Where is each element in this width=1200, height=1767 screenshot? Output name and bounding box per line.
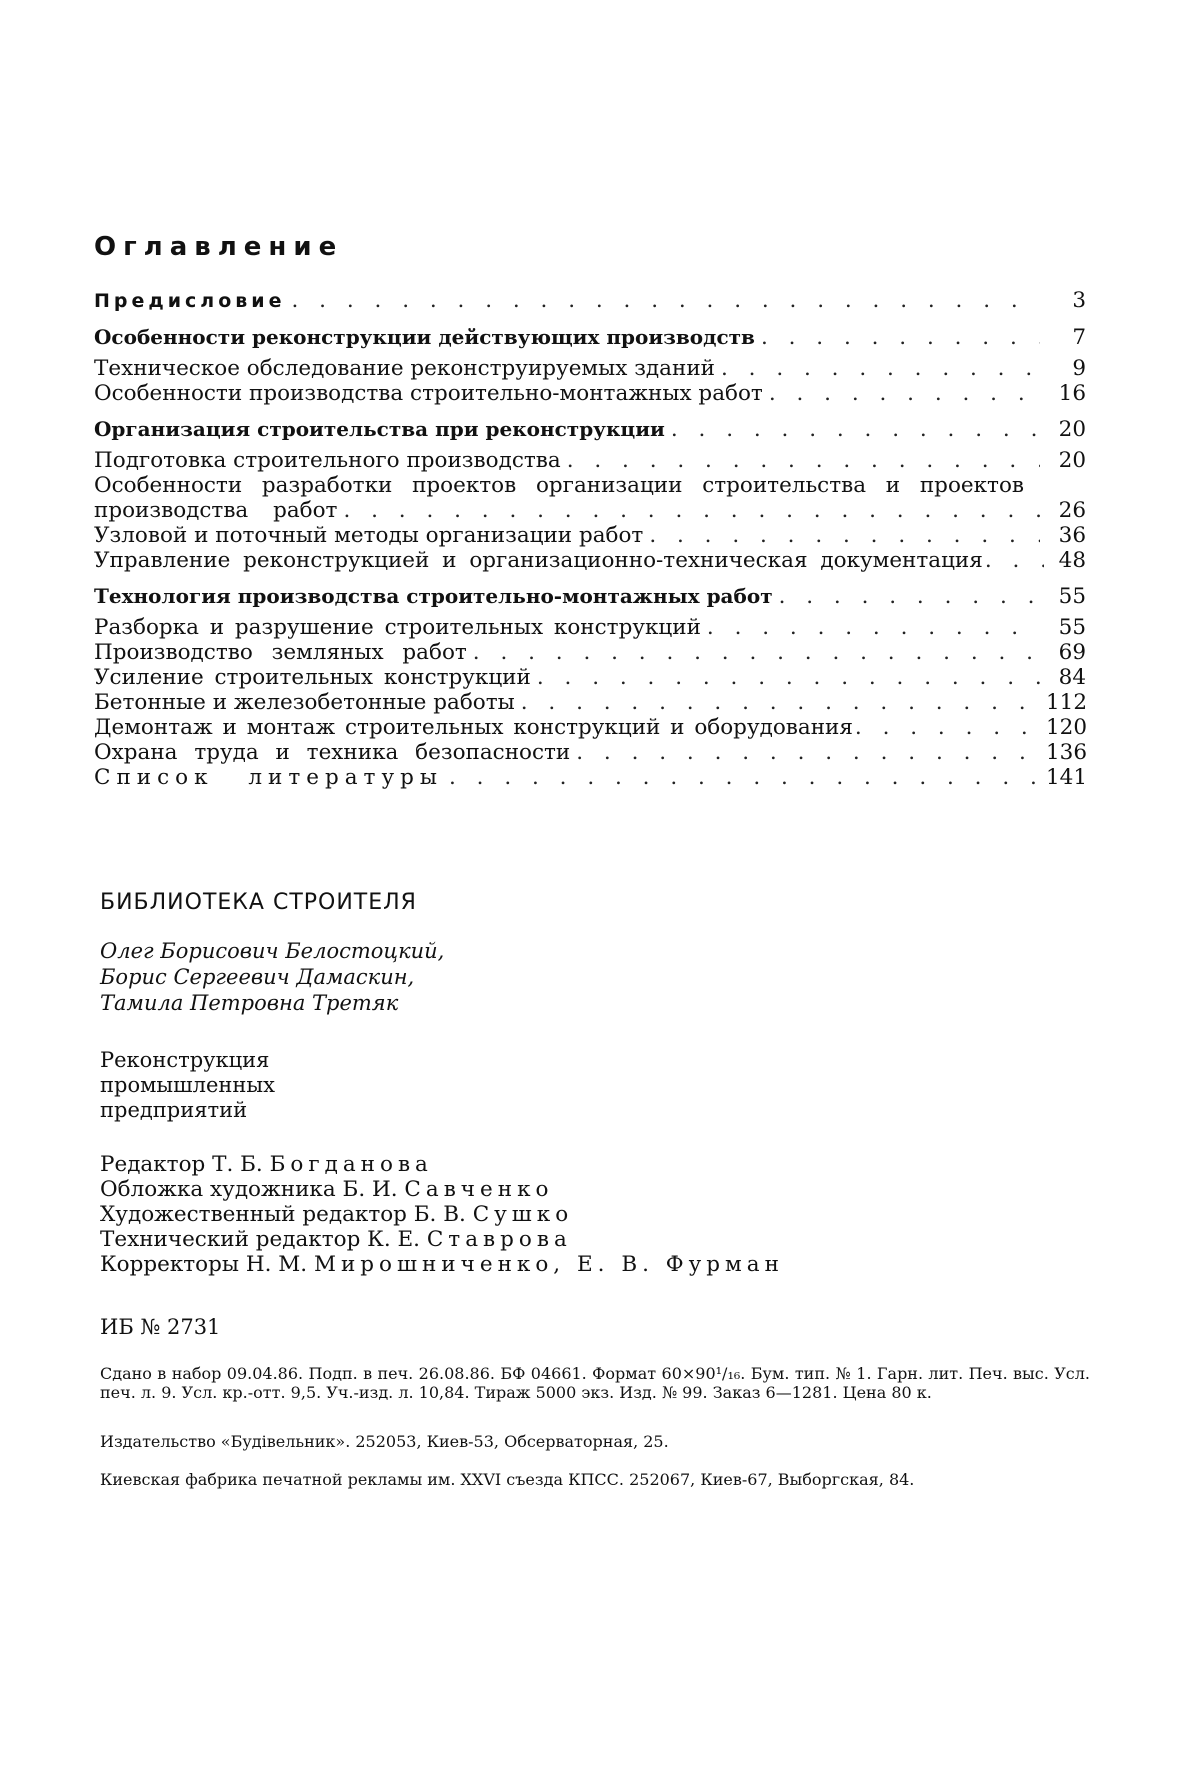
toc-entry xyxy=(94,448,1086,473)
toc-entry xyxy=(94,740,1086,765)
leader-dots xyxy=(521,690,1040,715)
toc-entry-title: Особенности реконструкции действующих производств xyxy=(94,325,755,349)
toc-entry xyxy=(94,615,1086,640)
book-title-line: промышленных xyxy=(100,1073,275,1097)
toc-page-number: 16 xyxy=(1058,381,1086,406)
toc-page-number: 112 xyxy=(1046,690,1088,715)
leader-dots xyxy=(721,356,1040,381)
production-details: Сдано в набор 09.04.86. Подп. в печ. 26.08.86. БФ 04661. Формат 60×90¹/₁₆. Бум. тип. № 1. Гарн. лит. Печ. выс. Усл. печ. л. 9. Усл. кр.-отт. 9,5. Уч.-изд. л. 10,84. Тираж 5000 экз. Изд. № 99. Заказ 6—1281. Цена 80 к. xyxy=(100,1364,1090,1402)
credit-name: Мирошниченко, Е. В. Фурман xyxy=(313,1252,784,1277)
toc-page-number: 20 xyxy=(1058,448,1086,473)
credit-role: Редактор Т. Б. xyxy=(100,1152,263,1177)
toc-section-entry xyxy=(94,325,1086,350)
toc-page-number: 120 xyxy=(1046,715,1088,740)
toc-entry-multiline xyxy=(94,473,1086,523)
toc-entry xyxy=(94,665,1086,690)
publisher-info: Издательство «Будівельник». 252053, Киев-53, Обсерваторная, 25. xyxy=(100,1432,669,1451)
toc-page-number: 69 xyxy=(1058,640,1086,665)
toc-entry xyxy=(94,356,1086,381)
author-name: Тамила Петровна Третяк xyxy=(100,991,399,1015)
toc-entry-title: Управление реконструкцией и организационно-техническая документация xyxy=(94,548,983,573)
toc-entry-title: Разборка и разрушение строительных конструкций xyxy=(94,615,701,640)
toc-entry xyxy=(94,548,1086,573)
toc-entry-title: Предисловие xyxy=(94,290,286,312)
leader-dots xyxy=(779,584,1040,609)
series-title: БИБЛИОТЕКА СТРОИТЕЛЯ xyxy=(100,890,417,915)
toc-entry-title-line2: производства работ xyxy=(94,498,338,523)
book-title-line: Реконструкция xyxy=(100,1048,270,1072)
credit-line xyxy=(100,1177,784,1202)
toc-entry xyxy=(94,523,1086,548)
author-name: Олег Борисович Белостоцкий, xyxy=(100,939,445,963)
toc-page-number: 48 xyxy=(1058,548,1086,573)
ib-number: ИБ № 2731 xyxy=(100,1315,221,1339)
leader-dots xyxy=(855,715,1044,740)
credit-line xyxy=(100,1152,784,1177)
credit-name: Сушко xyxy=(472,1202,574,1227)
leader-dots xyxy=(985,548,1044,573)
toc-page-number: 20 xyxy=(1058,417,1086,442)
toc-entry-bibliography xyxy=(94,765,1086,790)
book-title-line: предприятий xyxy=(100,1098,248,1122)
author-name: Борис Сергеевич Дамаскин, xyxy=(100,965,415,989)
toc-entry-title: Организация строительства при реконструкции xyxy=(94,417,665,441)
credit-role: Обложка художника Б. И. xyxy=(100,1177,398,1202)
credit-name: Ставрова xyxy=(426,1227,572,1252)
credit-role: Корректоры Н. М. xyxy=(100,1252,308,1277)
credit-line xyxy=(100,1202,784,1227)
toc-page-number: 55 xyxy=(1058,584,1086,609)
credit-name: Богданова xyxy=(269,1152,433,1177)
leader-dots xyxy=(707,615,1040,640)
toc-page-number: 84 xyxy=(1058,665,1086,690)
credit-role: Художественный редактор Б. В. xyxy=(100,1202,466,1227)
leader-dots xyxy=(761,325,1040,350)
leader-dots xyxy=(769,381,1040,406)
toc-page-number: 26 xyxy=(1058,498,1086,523)
toc-entry-title-line1: Особенности разработки проектов организации строительства и проектов xyxy=(94,473,1024,498)
toc-entry-title: Узловой и поточный методы организации работ xyxy=(94,523,644,548)
leader-dots xyxy=(292,288,1040,313)
leader-dots xyxy=(473,640,1040,665)
leader-dots xyxy=(567,448,1040,473)
toc-entry-title: Бетонные и железобетонные работы xyxy=(94,690,515,715)
authors-block xyxy=(100,938,444,1016)
toc-page-number: 7 xyxy=(1072,325,1086,350)
toc-entry xyxy=(94,498,1086,523)
toc-page-number: 141 xyxy=(1046,765,1088,790)
leader-dots xyxy=(649,523,1040,548)
toc-entry-title: Демонтаж и монтаж строительных конструкций и оборудования xyxy=(94,715,853,740)
toc-entry-title: Техническое обследование реконструируемых зданий xyxy=(94,356,715,381)
toc-page-number: 3 xyxy=(1072,288,1086,313)
toc-page-number: 55 xyxy=(1058,615,1086,640)
toc-page-number: 36 xyxy=(1058,523,1086,548)
leader-dots xyxy=(537,665,1040,690)
credits-block xyxy=(100,1152,784,1277)
credit-name: Савченко xyxy=(404,1177,554,1202)
toc-section-entry xyxy=(94,417,1086,442)
book-title-block xyxy=(100,1048,275,1123)
toc-entry-title: Усиление строительных конструкций xyxy=(94,665,531,690)
credit-line xyxy=(100,1227,784,1252)
leader-dots xyxy=(576,740,1040,765)
toc-entry-title: Производство земляных работ xyxy=(94,640,467,665)
credit-line xyxy=(100,1252,784,1277)
toc-entry xyxy=(94,381,1086,406)
toc-entry-preface xyxy=(94,288,1086,314)
leader-dots xyxy=(671,417,1040,442)
toc-section-entry xyxy=(94,584,1086,609)
toc-heading: Оглавление xyxy=(94,232,344,262)
toc-entry-title: Список литературы xyxy=(94,765,443,790)
leader-dots xyxy=(449,765,1040,790)
toc-entry-title: Подготовка строительного производства xyxy=(94,448,561,473)
toc-entry-title: Особенности производства строительно-монтажных работ xyxy=(94,381,763,406)
toc-entry xyxy=(94,690,1086,715)
toc-entry-title: Технология производства строительно-монтажных работ xyxy=(94,584,773,608)
credit-role: Технический редактор К. Е. xyxy=(100,1227,421,1252)
table-of-contents xyxy=(94,288,1086,790)
toc-page-number: 136 xyxy=(1046,740,1088,765)
leader-dots xyxy=(343,498,1040,523)
toc-entry xyxy=(94,715,1086,740)
printer-info: Киевская фабрика печатной рекламы им. XXVI съезда КПСС. 252067, Киев-67, Выборгская, 84. xyxy=(100,1470,915,1489)
toc-page-number: 9 xyxy=(1072,356,1086,381)
toc-entry-title: Охрана труда и техника безопасности xyxy=(94,740,571,765)
toc-entry xyxy=(94,640,1086,665)
